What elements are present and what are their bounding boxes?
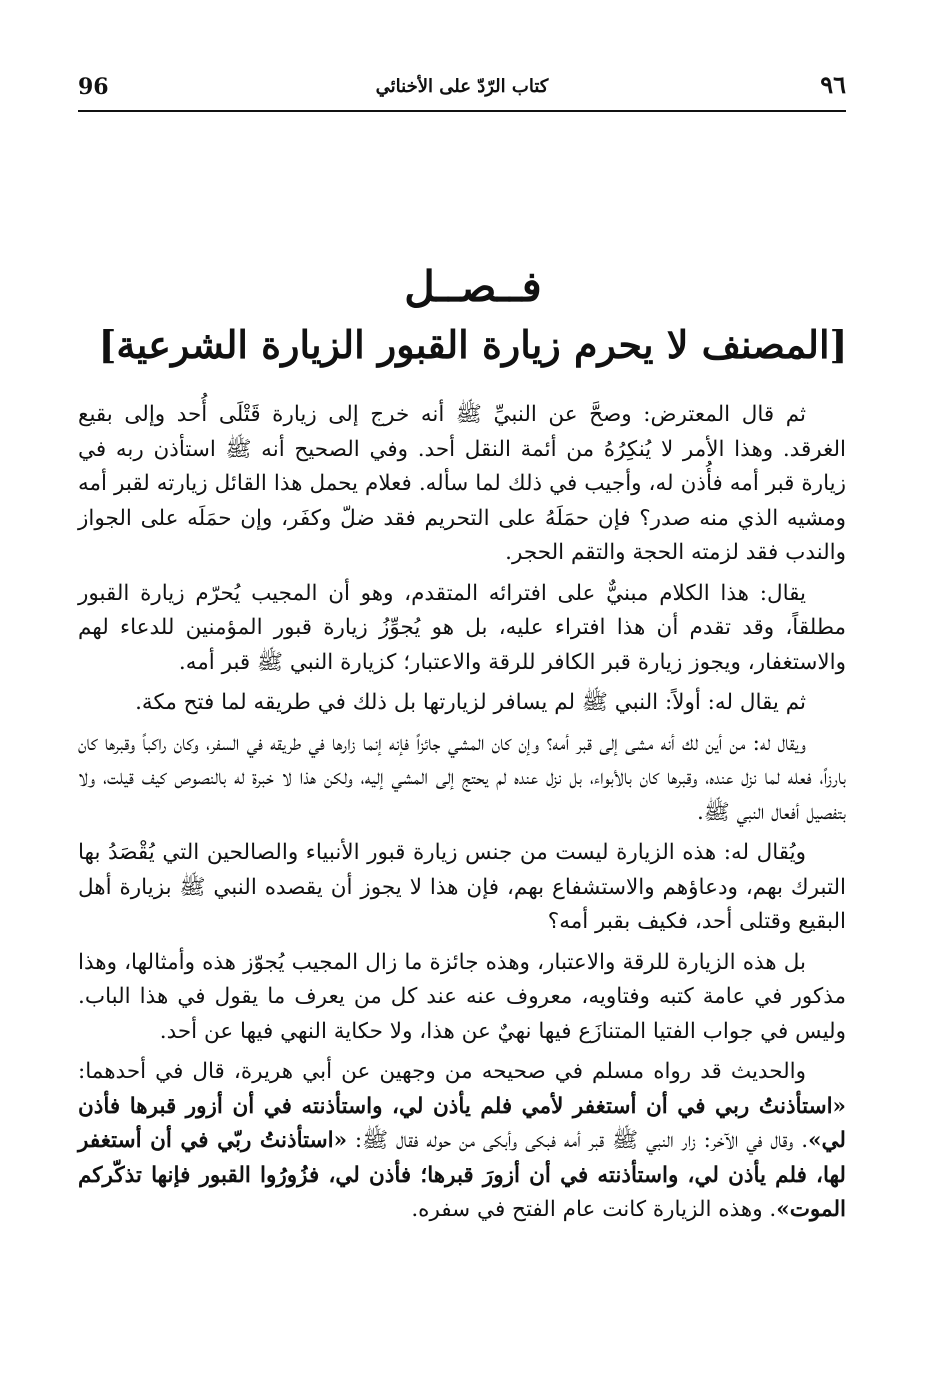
header-divider — [78, 110, 846, 112]
page-header — [78, 70, 846, 106]
hadith-paragraph — [78, 1055, 846, 1228]
page-number-latin: 96 — [78, 74, 109, 100]
hadith-intro: والحديث قد رواه مسلم في صحيحه من وجهين عن أبي هريرة، قال في أحدهما: — [78, 1059, 806, 1084]
section-title: [المصنف لا يحرم زيارة القبور الزيارة الشرعية] — [98, 322, 848, 367]
page-number-arabic: ٩٦ — [820, 70, 846, 99]
paragraph: يقال: هذا الكلام مبنيٌّ على افترائه المتقدم، وهو أن المجيب يُحرّم زيارة القبور مطلقاً، وقد تقدم أن هذا افتراء عليه، بل هو يُجوِّزُ زيارة قبور المؤمنين للدعاء لهم والاستغفار، ويجوز زيارة قبر الكافر للرقة والاعتبار؛ كزيارة النبي ﷺ قبر أمه. — [78, 580, 846, 675]
book-title: كتاب الرّدّ على الأخنائي — [375, 76, 549, 97]
hadith-quote-2: «استأذنتُ ربّي في أن أستغفر لها، فلم يأذن لي، واستأذنته في أن أزورَ قبرها؛ فأذن لي، فزُورُوا القبور فإنها تذكّركم الموت» — [78, 1128, 846, 1222]
section-label: فــصــل — [404, 262, 542, 311]
hadith-ending: . وهذه الزيارة كانت عام الفتح في سفره. — [411, 1197, 777, 1222]
paragraph: ويقال له: من أين لك أنه مشى إلى قبر أمه؟ وإن كان المشي جائزاً فإنه إنما زارها في طريقه في السفر، وكان راكباً وقبرها كان بارزاً، فعله لما نزل عنده، وقبرها كان بالأبواء، بل نزل عنده لم يحتج إلى المشي إليه، ولكن هذا لا خبرة له بالنصوص كيف قيلت، ولا بتفصيل أفعال النبي ﷺ. — [78, 730, 846, 825]
hadith-middle: . وقال في الآخر: زار النبي ﷺ قبر أمه فبكى وأبكى من حوله فقال ﷺ: — [347, 1128, 809, 1153]
body-text — [78, 398, 846, 1234]
paragraph: ثم يقال له: أولاً: النبي ﷺ لم يسافر لزيارتها بل ذلك في طريقه لما فتح مكة. — [135, 690, 806, 715]
hadith-quote-1: «استأذنتُ ربي في أن أستغفر لأمي فلم يأذن لي، واستأذنته في أن أزور قبرها فأذن لي» — [78, 1093, 846, 1153]
paragraph: بل هذه الزيارة للرقة والاعتبار، وهذه جائزة ما زال المجيب يُجوّز هذه وأمثالها، وهذا مذكور في عامة كتبه وفتاويه، معروف عنه عند كل من يعرف ما يقول في هذا الباب. وليس في جواب الفتيا المتنازَع فيها نهيٌ عن هذا، ولا حكاية النهي فيها عن أحد. — [78, 949, 846, 1044]
paragraph: ثم قال المعترض: وصحَّ عن النبيِّ ﷺ أنه خرج إلى زيارة قَتْلَى أُحد وإلى بقيع الغرقد. وهذا الأمر لا يُنكِرُهُ من أئمة النقل أحد. وفي الصحيح أنه ﷺ استأذن ربه في زيارة قبر أمه فأُذن له، وأجيب في ذلك لما سأله. فعلام يحمل هذا القائل زيارته لقبر أمه ومشيه الذي منه صدر؟ فإن حمَلَهُ على التحريم فقد ضلّ وكفَر، وإن حمَلَه على الجواز والندب فقد لزمته الحجة والتقم الحجر. — [78, 402, 846, 565]
paragraph: ويُقال له: هذه الزيارة ليست من جنس زيارة قبور الأنبياء والصالحين التي يُقْصَدُ بها التبرك بهم، ودعاؤهم والاستشفاع بهم، فإن هذا لا يجوز أن يقصده النبي ﷺ بزيارة أهل البقيع وقتلى أحد، فكيف بقبر أمه؟ — [78, 840, 846, 934]
